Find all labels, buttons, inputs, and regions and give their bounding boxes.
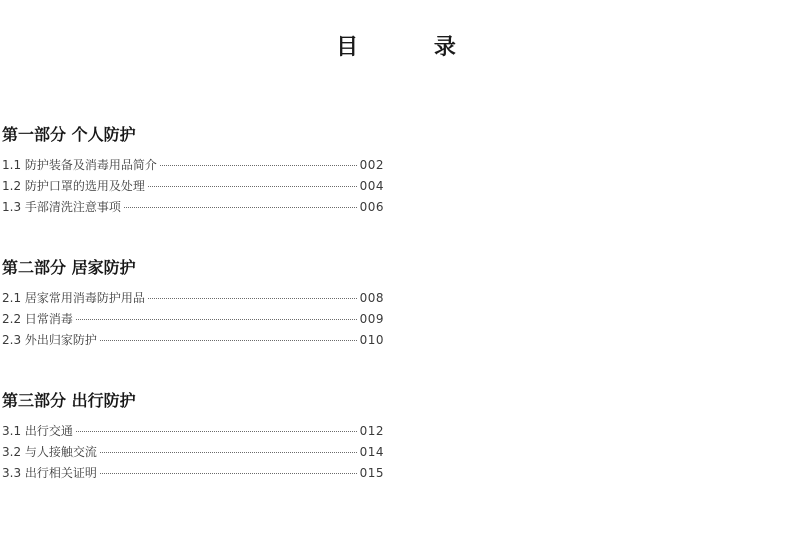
entry-label: 2.1 居家常用消毒防护用品	[2, 291, 145, 305]
entry-label: 3.3 出行相关证明	[2, 466, 97, 480]
dot-leader	[76, 319, 357, 320]
dot-leader	[148, 186, 357, 187]
entry-page: 015	[359, 466, 384, 480]
entry-label: 1.1 防护装备及消毒用品简介	[2, 158, 157, 172]
toc-part-3	[2, 390, 384, 484]
entry-page: 014	[359, 445, 384, 459]
entry-page: 010	[359, 333, 384, 347]
entry-label: 3.1 出行交通	[2, 424, 73, 438]
entry-page: 009	[359, 312, 384, 326]
part-title: 第三部分 出行防护	[2, 391, 136, 410]
toc-entry[interactable]	[2, 309, 384, 330]
entry-page: 006	[359, 200, 384, 214]
dot-leader	[160, 165, 357, 166]
page-title: 目 录	[336, 35, 490, 60]
part-title: 第二部分 居家防护	[2, 258, 136, 277]
toc-entry[interactable]	[2, 197, 384, 218]
toc-entry[interactable]	[2, 330, 384, 351]
dot-leader	[124, 207, 357, 208]
entry-page: 012	[359, 424, 384, 438]
toc-part-2	[2, 257, 384, 351]
entry-page: 004	[359, 179, 384, 193]
entry-label: 2.2 日常消毒	[2, 312, 73, 326]
dot-leader	[148, 298, 357, 299]
entry-page: 008	[359, 291, 384, 305]
entry-label: 1.2 防护口罩的选用及处理	[2, 179, 145, 193]
toc-entry[interactable]	[2, 442, 384, 463]
toc-entry[interactable]	[2, 463, 384, 484]
entry-label: 2.3 外出归家防护	[2, 333, 97, 347]
dot-leader	[100, 473, 357, 474]
entry-label: 1.3 手部清洗注意事项	[2, 200, 121, 214]
toc-entry[interactable]	[2, 421, 384, 442]
entry-page: 002	[359, 158, 384, 172]
toc-entry[interactable]	[2, 176, 384, 197]
part-title: 第一部分 个人防护	[2, 125, 136, 144]
toc-part-1	[2, 124, 384, 218]
dot-leader	[100, 452, 357, 453]
entry-label: 3.2 与人接触交流	[2, 445, 97, 459]
dot-leader	[76, 431, 357, 432]
dot-leader	[100, 340, 357, 341]
toc-entry[interactable]	[2, 155, 384, 176]
toc-entry[interactable]	[2, 288, 384, 309]
